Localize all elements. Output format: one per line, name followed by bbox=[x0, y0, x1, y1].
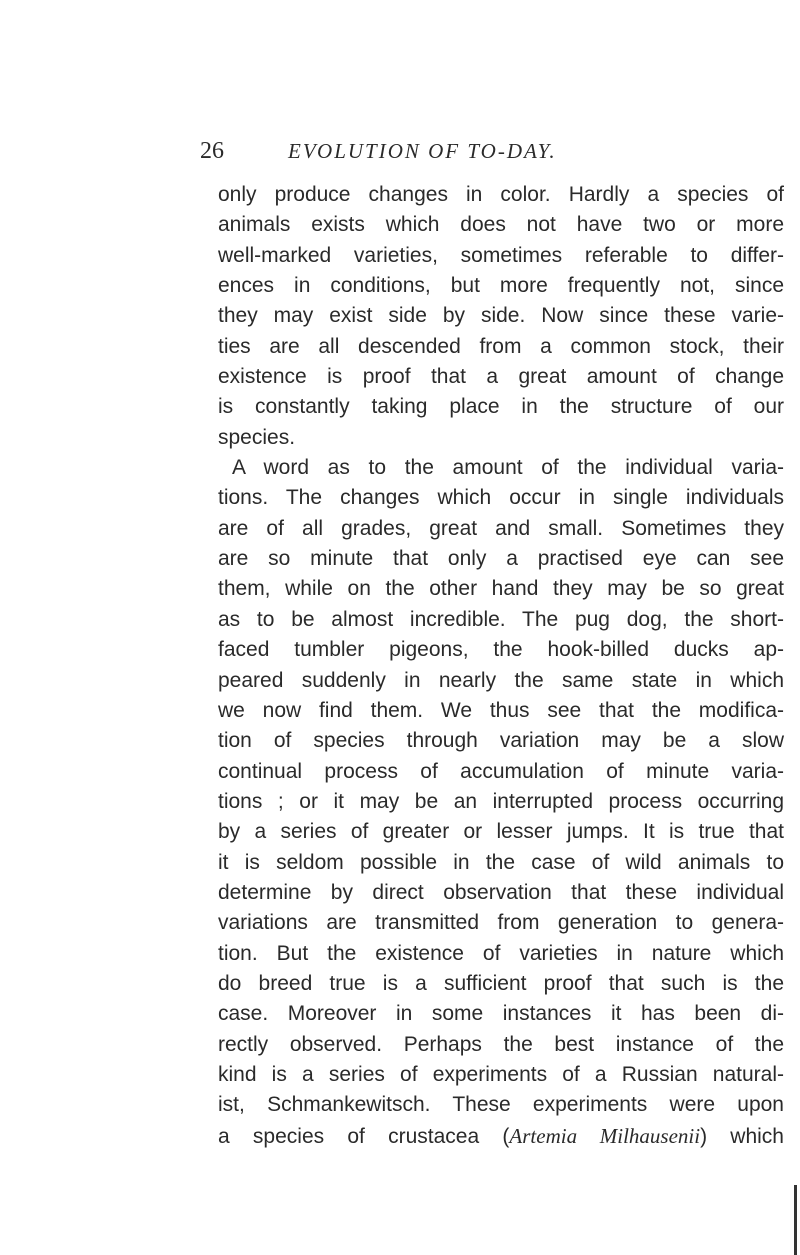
text-line: tion of species through variation may be a slow bbox=[218, 729, 784, 753]
text-line: we now find them. We thus see that the modifica- bbox=[218, 698, 784, 722]
running-title: EVOLUTION OF TO-DAY. bbox=[288, 139, 557, 163]
text-line: tions ; or it may be an interrupted process occurring bbox=[218, 789, 784, 813]
text-line: are so minute that only a practised eye can see bbox=[218, 547, 784, 571]
text-line: tion. But the existence of varieties in nature which bbox=[218, 941, 784, 965]
text-line: variations are transmitted from generation to genera- bbox=[218, 911, 784, 935]
text-line: species. bbox=[218, 425, 296, 449]
species-name-italic: Artemia Milhausenii bbox=[509, 1123, 701, 1148]
text-line: do breed true is a sufficient proof that such is the bbox=[218, 971, 784, 995]
text-line: only produce changes in color. Hardly a species of bbox=[218, 183, 784, 206]
text-line: them, while on the other hand they may be so great bbox=[218, 577, 784, 601]
text-line: A word as to the amount of the individual varia- bbox=[232, 456, 784, 480]
text-line: well-marked varieties, sometimes referable to differ- bbox=[218, 243, 784, 267]
text-line: peared suddenly in nearly the same state in which bbox=[218, 668, 784, 692]
text-line: determine by direct observation that these individual bbox=[218, 880, 784, 904]
text-line: is constantly taking place in the structure of our bbox=[218, 395, 784, 419]
text-line: ist, Schmankewitsch. These experiments were upon bbox=[218, 1093, 784, 1117]
page-edge-mark bbox=[794, 1185, 797, 1255]
body-text bbox=[218, 180, 784, 1151]
text-line: it is seldom possible in the case of wild animals to bbox=[218, 850, 784, 874]
text-line: continual process of accumulation of minute varia- bbox=[218, 759, 784, 783]
text-line: ties are all descended from a common stock, their bbox=[218, 334, 784, 358]
page-header bbox=[200, 138, 600, 168]
page-number: 26 bbox=[200, 138, 224, 164]
text-line: existence is proof that a great amount of change bbox=[218, 365, 784, 389]
text-segment: a species of crustacea ( bbox=[218, 1124, 510, 1148]
text-line: they may exist side by side. Now since these varie- bbox=[218, 304, 784, 328]
text-line: tions. The changes which occur in single individuals bbox=[218, 486, 784, 510]
text-line: by a series of greater or lesser jumps. It is true that bbox=[218, 820, 784, 844]
text-line: rectly observed. Perhaps the best instance of the bbox=[218, 1032, 784, 1056]
text-segment: ) which bbox=[700, 1124, 784, 1148]
text-line: faced tumbler pigeons, the hook-billed ducks ap- bbox=[218, 638, 784, 662]
text-line: as to be almost incredible. The pug dog, the short- bbox=[218, 607, 784, 631]
text-line: kind is a series of experiments of a Russian natural- bbox=[218, 1062, 784, 1086]
text-line bbox=[218, 1121, 784, 1151]
text-line: ences in conditions, but more frequently not, since bbox=[218, 274, 784, 298]
text-line: case. Moreover in some instances it has been di- bbox=[218, 1002, 784, 1026]
text-line: animals exists which does not have two or more bbox=[218, 213, 784, 237]
text-line: are of all grades, great and small. Sometimes they bbox=[218, 516, 784, 540]
